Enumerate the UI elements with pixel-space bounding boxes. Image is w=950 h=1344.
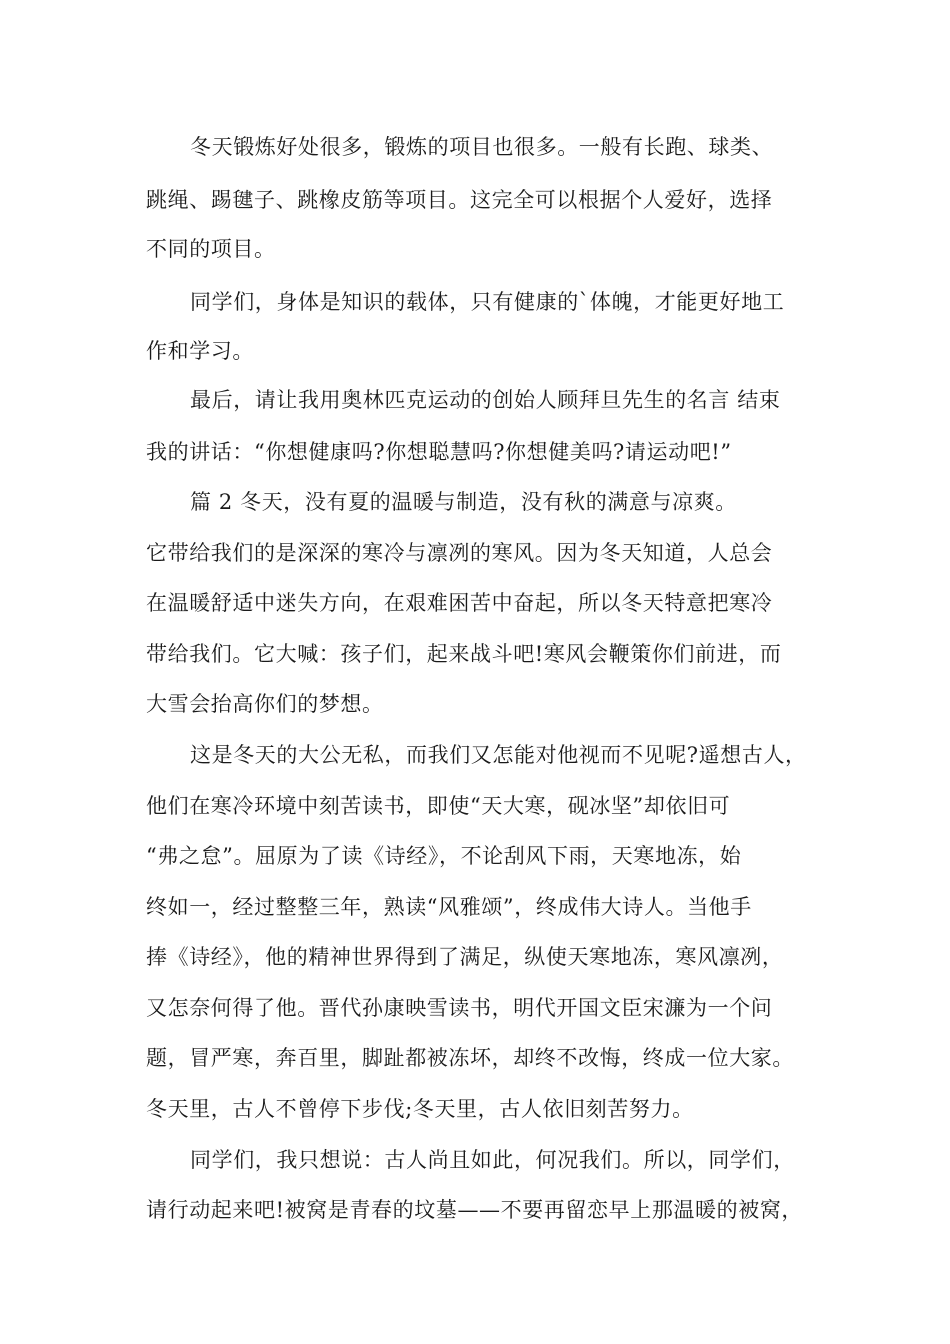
text-line: 最后，请让我用奥林匹克运动的创始人顾拜旦先生的名言 结束 xyxy=(190,388,781,412)
text-line: 终如一，经过整整三年，熟读“风雅颂”，终成伟大诗人。当他手 xyxy=(146,895,752,919)
text-line: 它带给我们的是深深的寒冷与凛冽的寒风。因为冬天知道，人总会 xyxy=(146,541,773,565)
text-line: 同学们，身体是知识的载体，只有健康的`体魄，才能更好地工 xyxy=(190,290,785,314)
text-line: 冬天锻炼好处很多，锻炼的项目也很多。一般有长跑、球类、 xyxy=(190,135,774,159)
text-line: 不同的项目。 xyxy=(146,237,276,261)
text-line: 作和学习。 xyxy=(146,339,254,363)
text-line: 篇 2 冬天，没有夏的温暖与制造，没有秋的满意与凉爽。 xyxy=(190,490,737,514)
text-line: 捧《诗经》，他的精神世界得到了满足，纵使天寒地冻，寒风凛冽， xyxy=(146,945,784,969)
text-line: 又怎奈何得了他。晋代孙康映雪读书，明代开国文臣宋濂为一个问 xyxy=(146,996,773,1020)
text-line: 题，冒严寒，奔百里，脚趾都被冻坏，却终不改悔，终成一位大家。 xyxy=(146,1046,794,1070)
text-line: “弗之怠”。屈原为了读《诗经》，不论刮风下雨，天寒地冻，始 xyxy=(146,844,742,868)
text-line: 我的讲话：“你想健康吗?你想聪慧吗?你想健美吗?请运动吧!” xyxy=(146,440,732,464)
text-line: 他们在寒冷环境中刻苦读书，即使“天大寒，砚冰坚”却依旧可 xyxy=(146,794,731,818)
text-line: 在温暖舒适中迷失方向，在艰难困苦中奋起，所以冬天特意把寒冷 xyxy=(146,591,773,615)
text-line: 这是冬天的大公无私，而我们又怎能对他视而不见呢?遥想古人， xyxy=(190,743,807,767)
text-line: 冬天里，古人不曾停下步伐;冬天里，古人依旧刻苦努力。 xyxy=(146,1097,694,1121)
text-line: 同学们，我只想说：古人尚且如此，何况我们。所以，同学们， xyxy=(190,1148,795,1172)
text-line: 带给我们。它大喊：孩子们，起来战斗吧!寒风会鞭策你们前进，而 xyxy=(146,642,782,666)
text-line: 请行动起来吧!被窝是青春的坟墓——不要再留恋早上那温暖的被窝， xyxy=(146,1198,804,1222)
text-line: 跳绳、踢毽子、跳橡皮筋等项目。这完全可以根据个人爱好，选择 xyxy=(146,188,773,212)
text-line: 大雪会抬高你们的梦想。 xyxy=(146,692,384,716)
